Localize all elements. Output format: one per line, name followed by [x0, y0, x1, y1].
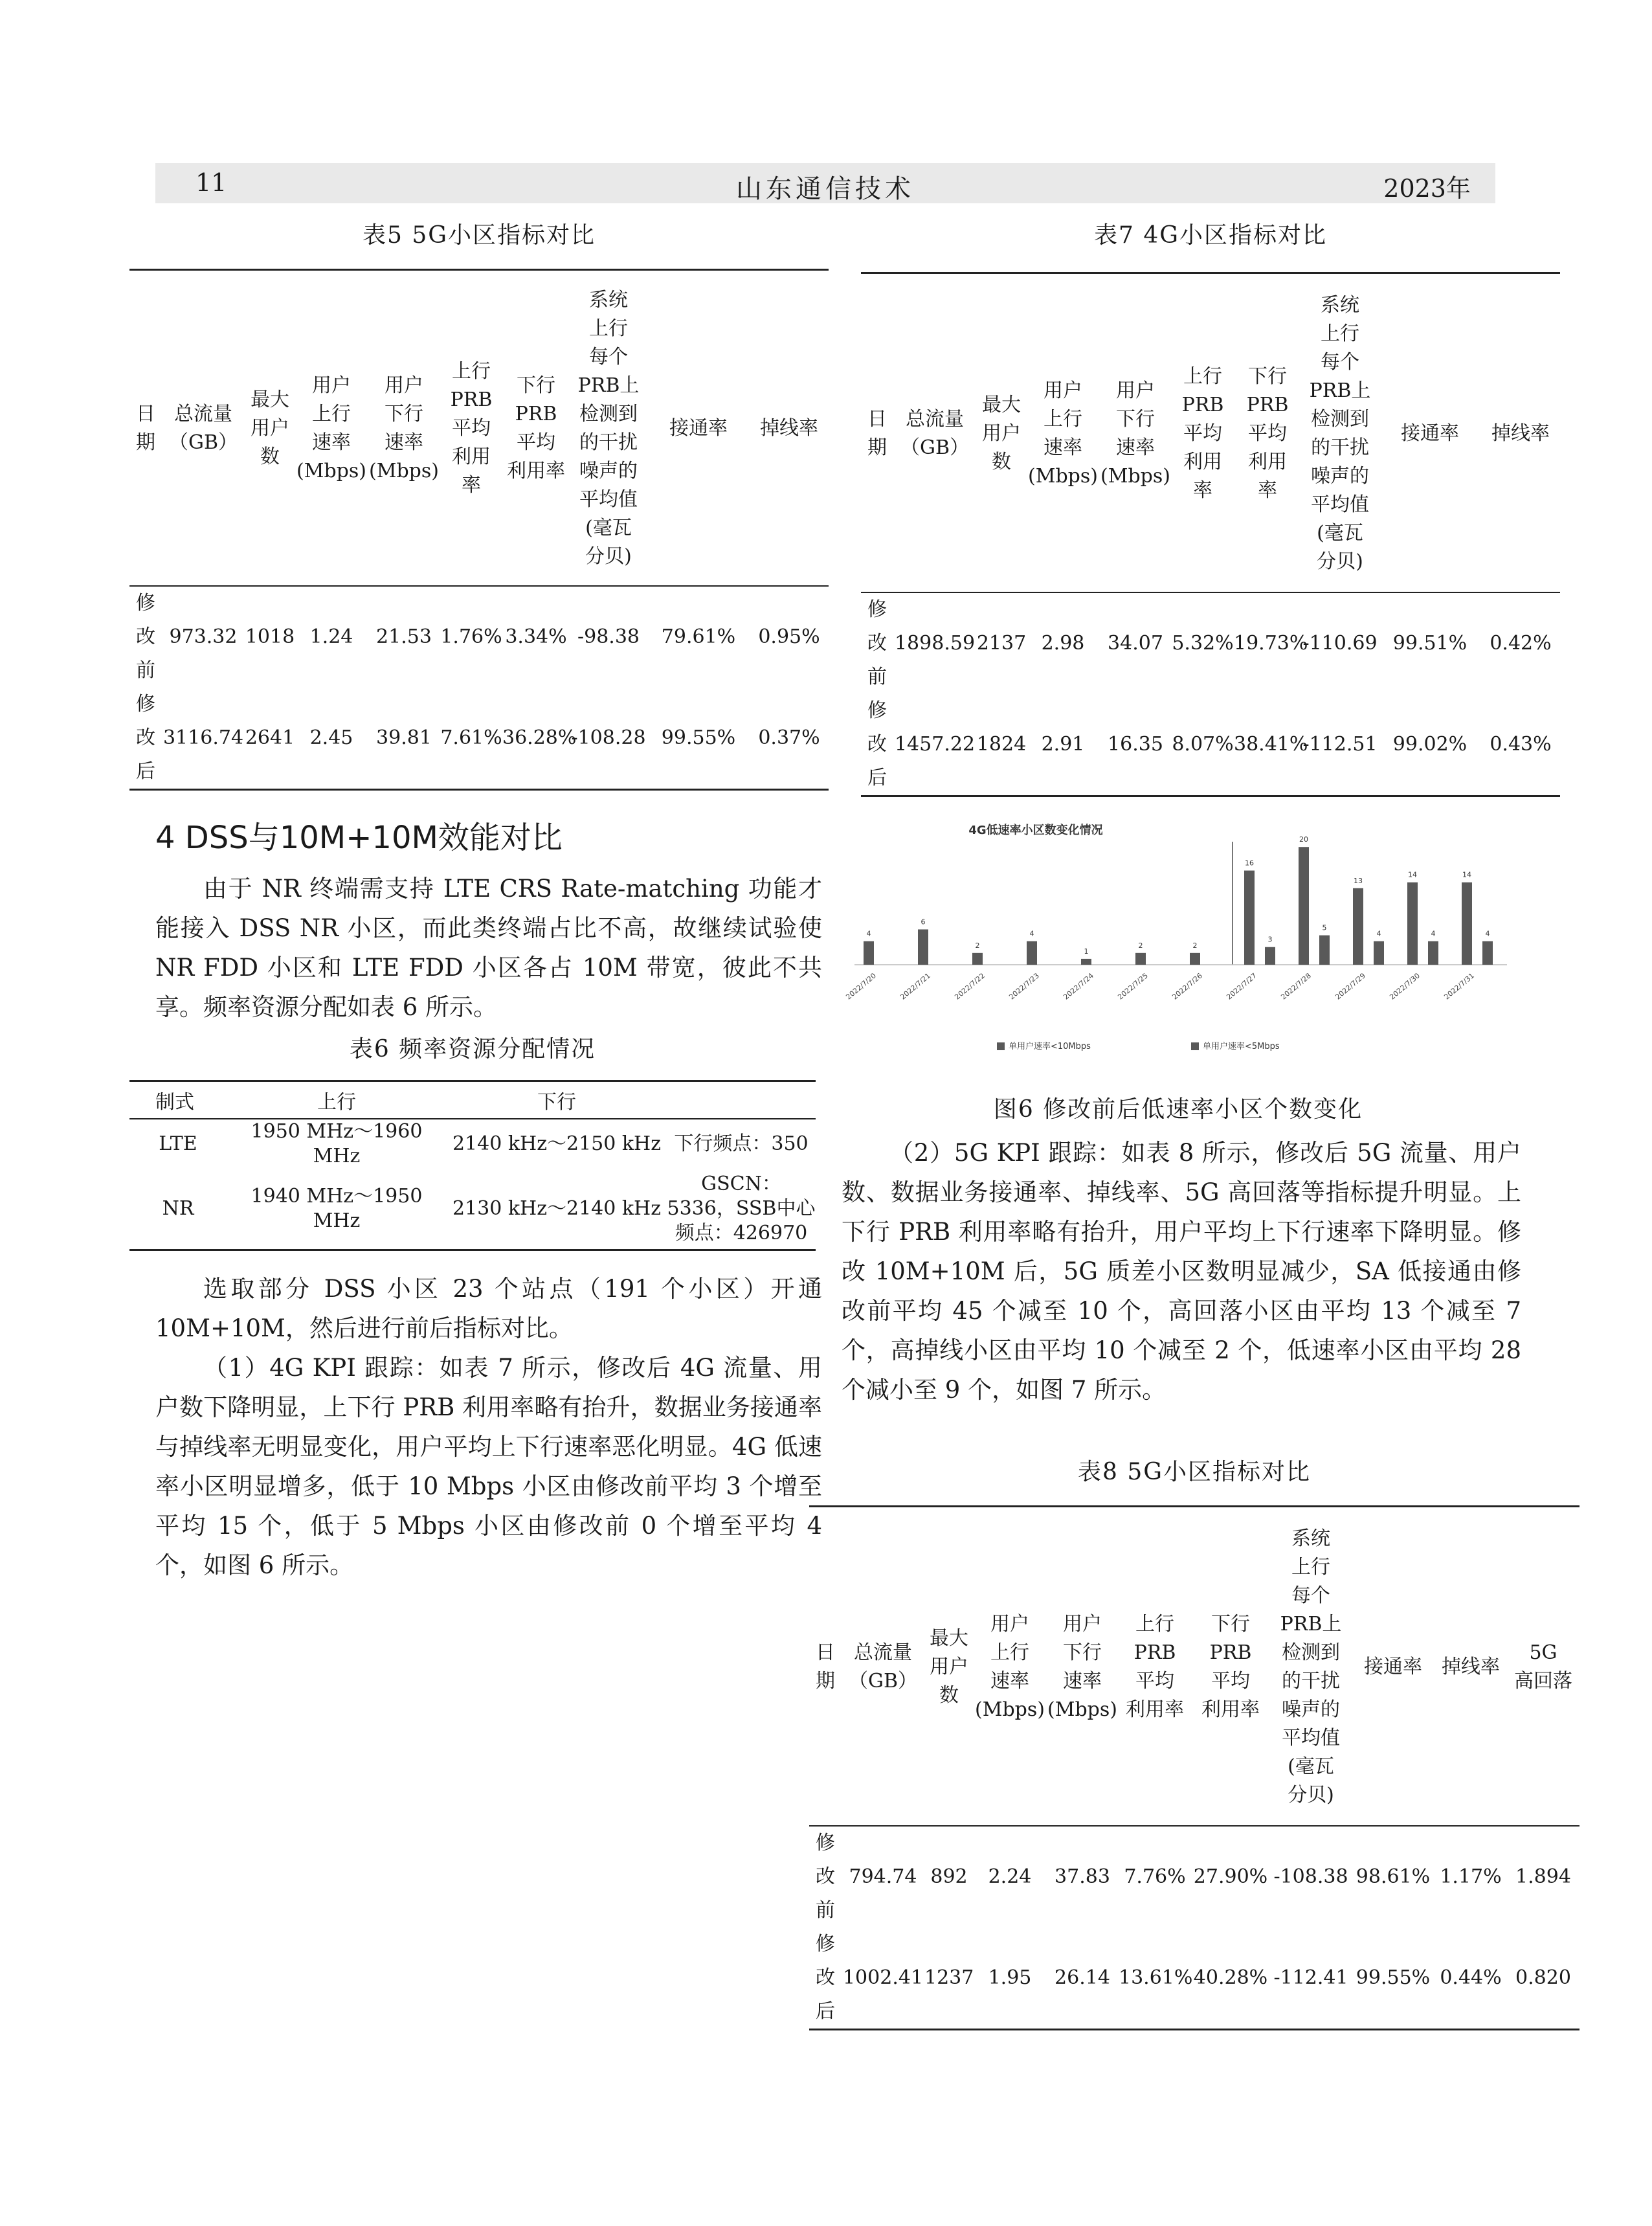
table-cell: 2.45	[309, 726, 353, 749]
row-date-cell: 修 改 后	[136, 693, 155, 783]
table-cell: 3.34%	[505, 625, 567, 648]
table5-header-ul-rate: 用户 上行 速率 (Mbps)	[295, 272, 368, 586]
table7-header-interference: 系统 上行 每个 PRB上 检测到 的干扰 噪声的 平均值 (毫瓦 分贝)	[1301, 275, 1379, 592]
table-cell: 79.61%	[661, 625, 736, 648]
journal-title: 山东通信技术	[736, 174, 915, 204]
table-cell: 794.74	[849, 1865, 917, 1888]
table-cell: 0.37%	[758, 726, 820, 749]
table-cell: 1.24	[309, 625, 353, 648]
table-cell: 19.73%	[1234, 632, 1308, 655]
chart-data-label: 2	[1192, 941, 1198, 950]
table7-header-access-rate: 接通率	[1379, 275, 1481, 592]
table-cell: 1898.59	[894, 632, 976, 655]
journal-year: 2023年	[1383, 174, 1471, 203]
chart-data-label: 1	[1084, 947, 1089, 956]
table-row	[809, 1928, 1579, 2030]
table-cell: 8.07%	[1172, 733, 1234, 756]
table-cell: 2137	[976, 632, 1027, 655]
chart-bar	[1428, 941, 1438, 965]
chart-data-label: 2	[975, 941, 980, 950]
figure6-caption: 图6 修改前后低速率小区个数变化	[993, 1096, 1363, 1123]
table5-caption: 表5 5G小区指标对比	[362, 222, 596, 249]
table-cell: 7.61%	[440, 726, 502, 749]
table6-header-system: 制式	[129, 1082, 227, 1119]
table7-top-rule	[861, 272, 1560, 274]
table-cell: 1824	[976, 733, 1027, 756]
table-cell: 40.28%	[1193, 1966, 1268, 1989]
right-column-text	[842, 1133, 1521, 1410]
chart-data-label: 4	[866, 929, 871, 938]
table5-top-rule	[129, 269, 829, 271]
chart-legend-swatch	[1191, 1042, 1199, 1050]
table-cell: 99.51%	[1392, 632, 1468, 655]
chart-bar	[1462, 883, 1472, 965]
chart-data-label: 13	[1354, 876, 1363, 885]
table8-header-high-fallback: 5G 高回落	[1507, 1509, 1579, 1826]
table-cell: 0.42%	[1490, 632, 1552, 655]
table7-header-total-traffic: 总流量 （GB）	[893, 275, 976, 592]
section4-body	[155, 1269, 822, 1585]
table7	[861, 275, 1560, 797]
table8-header-dl-rate: 用户 下行 速率 (Mbps)	[1046, 1509, 1119, 1826]
table-cell: 1002.41	[842, 1966, 924, 1989]
chart-bar	[864, 941, 874, 965]
table5-header-interference: 系统 上行 每个 PRB上 检测到 的干扰 噪声的 平均值 (毫瓦 分贝)	[570, 272, 647, 586]
table-cell: 1457.22	[894, 733, 976, 756]
chart-data-label: 5	[1322, 923, 1327, 932]
right-para1: （2）5G KPI 跟踪：如表 8 所示，修改后 5G 流量、用户数、数据业务接通率、掉线率、5G 高回落等指标提升明显。上下行 PRB 利用率略有抬升，用户平均上下行速率下降明显。修改 10M+10M 后，5G 质差小区数明显减少，SA 低接通由修改前平均 45 个减至 10 个，高回落小区由平均 13 个减至 7 个，高掉线小区由平均 10 个减至 2 个，低速率小区由平均 28 个减小至 9 个，如图 7 所示。	[842, 1139, 1521, 1404]
table-row	[861, 694, 1560, 796]
chart-tick-label: 2022/7/31	[1442, 971, 1476, 1002]
table8-caption: 表8 5G小区指标对比	[1077, 1459, 1311, 1485]
table-cell: -98.38	[577, 625, 640, 648]
table5-header-total-traffic: 总流量 （GB）	[162, 272, 245, 586]
table-cell: 3116.74	[162, 726, 244, 749]
section4-para1	[155, 869, 822, 1027]
chart-tick-label: 2022/7/26	[1170, 971, 1204, 1002]
chart-tick-label: 2022/7/23	[1007, 971, 1041, 1002]
chart-data-label: 14	[1408, 870, 1417, 879]
chart-bar	[918, 929, 928, 965]
table-cell: 0.44%	[1440, 1966, 1502, 1989]
table-cell: 2.91	[1041, 733, 1085, 756]
table-cell: 99.55%	[1356, 1966, 1431, 1989]
page-header	[155, 163, 1495, 203]
chart-title: 4G低速率小区数变化情况	[968, 824, 1103, 837]
table-cell: 2641	[245, 726, 295, 749]
table-cell: 1018	[245, 625, 295, 648]
chart-data-label: 4	[1485, 929, 1490, 938]
chart-data-label: 14	[1462, 870, 1471, 879]
chart-bar	[1190, 953, 1200, 965]
chart-bar	[1482, 941, 1493, 965]
table-cell: 1.95	[988, 1966, 1032, 1989]
row-date-cell: 修 改 前	[816, 1832, 835, 1922]
table-cell: -108.28	[571, 726, 646, 749]
table-cell: 27.90%	[1193, 1865, 1268, 1888]
chart-data-label: 6	[921, 917, 926, 927]
table-cell: 0.43%	[1490, 733, 1552, 756]
table6-lte-downlink: 2140 kHz～2150 kHz	[452, 1132, 662, 1155]
table-row	[861, 592, 1560, 694]
table8-header-drop-rate: 掉线率	[1434, 1509, 1507, 1826]
table5-header-access-rate: 接通率	[647, 272, 750, 586]
table7-header-drop-rate: 掉线率	[1481, 275, 1560, 592]
table6-nr-note: GSCN：5336，SSB中心频点：426970	[667, 1172, 816, 1244]
table5-header-ul-prb: 上行 PRB 平均 利用 率	[440, 272, 502, 586]
chart-tick-label: 2022/7/29	[1334, 971, 1367, 1002]
table7-caption: 表7 4G小区指标对比	[1093, 222, 1327, 249]
table-row	[129, 1169, 816, 1250]
section4-para2: 选取部分 DSS 小区 23 个站点（191 个小区）开通 10M+10M，然后进行前后指标对比。	[155, 1275, 822, 1342]
table-cell: 0.95%	[758, 625, 820, 648]
chart-data-label: 3	[1267, 935, 1273, 944]
table5-header-drop-rate: 掉线率	[750, 272, 829, 586]
table7-header-ul-rate: 用户 上行 速率 (Mbps)	[1027, 275, 1099, 592]
table8-header-date: 日 期	[809, 1509, 842, 1826]
table6-header-note	[667, 1082, 816, 1119]
chart-bar	[1027, 941, 1037, 965]
chart-tick-label: 2022/7/30	[1388, 971, 1422, 1002]
table-cell: 1.76%	[440, 625, 502, 648]
chart-tick-label: 2022/7/27	[1225, 971, 1258, 1002]
table6-nr-downlink: 2130 kHz～2140 kHz	[452, 1197, 662, 1220]
row-date-cell: 修 改 前	[136, 592, 155, 682]
table-cell: 1.17%	[1440, 1865, 1502, 1888]
chart-bar	[1374, 941, 1384, 965]
chart-tick-label: 2022/7/25	[1116, 971, 1150, 1002]
table-cell: 892	[930, 1865, 968, 1888]
chart-bar	[1135, 953, 1146, 965]
row-date-cell: 修 改 后	[816, 1933, 835, 2023]
table-cell: 38.41%	[1234, 733, 1308, 756]
table-cell: 99.02%	[1392, 733, 1468, 756]
chart-data-label: 4	[1376, 929, 1381, 938]
table-cell: 1.894	[1515, 1865, 1571, 1888]
chart-data-label: 20	[1299, 835, 1308, 844]
table-cell: 21.53	[376, 625, 432, 648]
table-cell: 98.61%	[1356, 1865, 1431, 1888]
table8-header-interference: 系统 上行 每个 PRB上 检测到 的干扰 噪声的 平均值 (毫瓦 分贝)	[1270, 1509, 1352, 1826]
chart-bar	[1265, 947, 1275, 965]
table7-header-dl-rate: 用户 下行 速率 (Mbps)	[1099, 275, 1172, 592]
table6-header-downlink: 下行	[447, 1082, 667, 1119]
chart-legend-label: 单用户速率<10Mbps	[1009, 1042, 1091, 1051]
chart-tick-label: 2022/7/28	[1279, 971, 1313, 1002]
page-number: 11	[195, 168, 227, 197]
table6-nr-system: NR	[162, 1197, 194, 1220]
table8	[809, 1509, 1579, 2030]
table-cell: 13.61%	[1119, 1966, 1193, 1989]
table-row	[129, 688, 829, 790]
table5-header-dl-rate: 用户 下行 速率 (Mbps)	[368, 272, 440, 586]
table8-header-ul-prb: 上行 PRB 平均 利用率	[1119, 1509, 1191, 1826]
chart-data-label: 4	[1029, 929, 1034, 938]
table5-header-date: 日 期	[129, 272, 162, 586]
table5-header-dl-prb: 下行 PRB 平均 利用率	[502, 272, 570, 586]
table-cell: 1237	[924, 1966, 974, 1989]
chart-bar	[1299, 847, 1309, 965]
table-cell: 37.83	[1055, 1865, 1110, 1888]
section4-para3: （1）4G KPI 跟踪：如表 7 所示，修改后 4G 流量、用户数下降明显，上下行 PRB 利用率略有抬升，数据业务接通率与掉线率无明显变化，用户平均上下行速率恶化明显。4G 低速率小区明显增多，低于 10 Mbps 小区由修改前平均 3 个增至平均 15 个，低于 5 Mbps 小区由修改前 0 个增至平均 4 个，如图 6 所示。	[155, 1354, 822, 1579]
table-cell: 2.24	[988, 1865, 1032, 1888]
table-cell: -108.38	[1273, 1865, 1348, 1888]
row-date-cell: 修 改 前	[867, 598, 887, 688]
table7-header-dl-prb: 下行 PRB 平均 利用 率	[1234, 275, 1301, 592]
section4-title: 4 DSS与10M+10M效能对比	[155, 820, 563, 856]
chart-legend-swatch	[997, 1042, 1005, 1050]
chart-tick-label: 2022/7/24	[1062, 971, 1095, 1002]
table6-lte-uplink: 1950 MHz～1960 MHz	[251, 1120, 423, 1167]
table7-header-date: 日 期	[861, 275, 893, 592]
table8-header-total-traffic: 总流量 （GB）	[842, 1509, 924, 1826]
table-row	[809, 1826, 1579, 1928]
chart-bar	[1244, 871, 1255, 965]
table6-lte-note: 下行频点：350	[674, 1132, 809, 1155]
table-cell: -112.41	[1273, 1966, 1348, 1989]
table6	[129, 1082, 816, 1251]
table6-nr-uplink: 1940 MHz～1950 MHz	[251, 1184, 423, 1232]
table-cell: 99.55%	[661, 726, 736, 749]
table-row	[129, 1119, 816, 1169]
table-cell: 2.98	[1041, 632, 1085, 655]
table-cell: 34.07	[1108, 632, 1163, 655]
chart-tick-label: 2022/7/20	[844, 971, 878, 1002]
table-cell: 36.28%	[502, 726, 577, 749]
chart-data-label: 16	[1245, 859, 1254, 868]
table5-header-max-users: 最大 用户 数	[245, 272, 295, 586]
table8-header-max-users: 最大 用户 数	[924, 1509, 974, 1826]
chart-bar	[1353, 888, 1363, 965]
table7-header-max-users: 最大 用户 数	[976, 275, 1027, 592]
table8-header-access-rate: 接通率	[1352, 1509, 1434, 1826]
table6-lte-system: LTE	[159, 1132, 197, 1155]
table-cell: 16.35	[1108, 733, 1163, 756]
chart-bar	[1081, 959, 1091, 965]
chart-data-label: 2	[1138, 941, 1143, 950]
table8-header-dl-prb: 下行 PRB 平均 利用率	[1191, 1509, 1270, 1826]
table-cell: 5.32%	[1172, 632, 1234, 655]
table-cell: 0.820	[1515, 1966, 1571, 1989]
low-rate-cell-chart	[842, 809, 1515, 1068]
chart-bar	[1407, 883, 1418, 965]
chart-tick-label: 2022/7/21	[899, 971, 932, 1002]
chart-bar	[972, 953, 983, 965]
table-cell: 39.81	[376, 726, 432, 749]
table-cell: 973.32	[169, 625, 238, 648]
chart-bar	[1319, 936, 1330, 965]
chart-tick-label: 2022/7/22	[953, 971, 987, 1002]
table6-header-uplink: 上行	[227, 1082, 447, 1119]
table-row	[129, 586, 829, 688]
section4-para1-text: 由于 NR 终端需支持 LTE CRS Rate-matching 功能才能接入 DSS NR 小区，而此类终端占比不高，故继续试验使 NR FDD 小区和 LTE FDD 小区各占 10M 带宽，彼此不共享。频率资源分配如表 6 所示。	[155, 875, 822, 1021]
table-cell: -112.51	[1302, 733, 1378, 756]
chart-data-label: 4	[1431, 929, 1436, 938]
table-cell: -110.69	[1302, 632, 1378, 655]
table5	[129, 272, 829, 791]
table8-top-rule	[809, 1505, 1579, 1507]
table7-header-ul-prb: 上行 PRB 平均 利用 率	[1172, 275, 1234, 592]
table-cell: 26.14	[1055, 1966, 1110, 1989]
table6-caption: 表6 频率资源分配情况	[349, 1036, 596, 1062]
table-cell: 7.76%	[1124, 1865, 1186, 1888]
chart-legend-label: 单用户速率<5Mbps	[1203, 1042, 1280, 1051]
row-date-cell: 修 改 后	[867, 699, 887, 789]
table8-header-ul-rate: 用户 上行 速率 (Mbps)	[974, 1509, 1046, 1826]
